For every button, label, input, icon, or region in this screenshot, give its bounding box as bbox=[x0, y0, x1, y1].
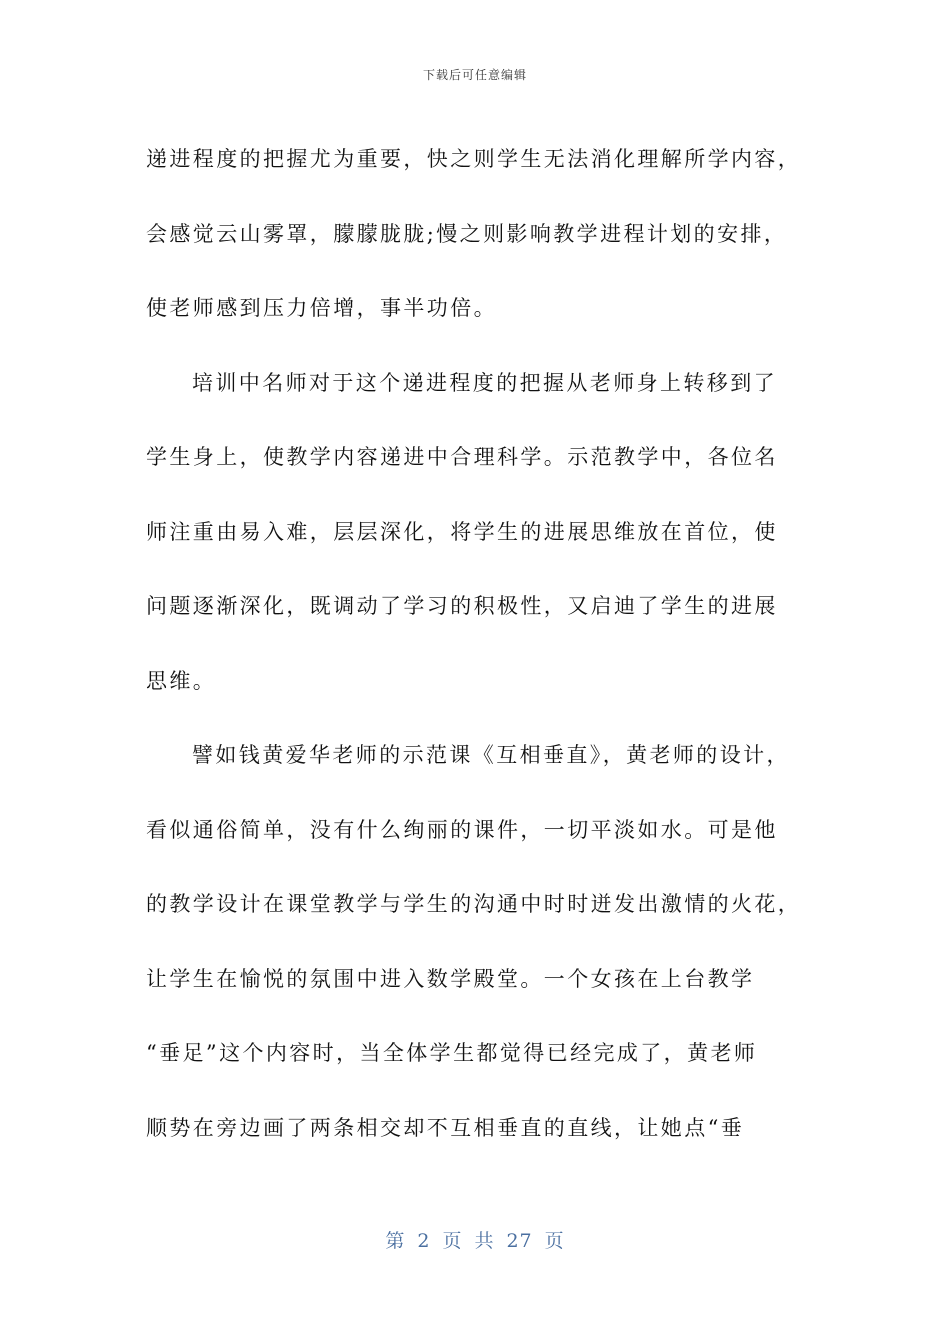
document-body bbox=[146, 122, 806, 1165]
text-line: 师注重由易入难，层层深化，将学生的进展思维放在首位，使 bbox=[146, 519, 778, 544]
text-line: 的教学设计在课堂教学与学生的沟通中时时迸发出激情的火花， bbox=[146, 892, 802, 916]
footer-page-number: 2 bbox=[417, 1230, 431, 1252]
text-line: 学生身上，使教学内容递进中合理科学。示范教学中，各位名 bbox=[146, 445, 778, 469]
text-line: 看似通俗简单，没有什么绚丽的课件，一切平淡如水。可是他 bbox=[146, 817, 778, 842]
paragraph-start-line: 譬如钱黄爱华老师的示范课《互相垂直》，黄老师的设计， bbox=[192, 743, 790, 767]
text-line: 会感觉云山雾罩，朦朦胧胧;慢之则影响教学进程计划的安排， bbox=[146, 221, 788, 246]
page-footer bbox=[0, 1226, 950, 1253]
footer-ye-2: 页 bbox=[544, 1230, 565, 1252]
footer-gong: 共 bbox=[474, 1230, 495, 1252]
text-line: 使老师感到压力倍增，事半功倍。 bbox=[146, 296, 497, 320]
text-line: 顺势在旁边画了两条相交却不互相垂直的直线，让她点“垂 bbox=[146, 1115, 745, 1140]
page-header-note: 下载后可任意编辑 bbox=[422, 68, 527, 82]
text-line: 让学生在愉悦的氛围中进入数学殿堂。一个女孩在上台教学 bbox=[146, 966, 755, 991]
text-line: 问题逐渐深化，既调动了学习的积极性，又启迪了学生的进展 bbox=[146, 594, 778, 618]
text-line: 思维。 bbox=[146, 668, 217, 693]
footer-di: 第 bbox=[385, 1230, 406, 1252]
footer-ye: 页 bbox=[442, 1230, 463, 1252]
text-line: 递进程度的把握尤为重要，快之则学生无法消化理解所学内容， bbox=[146, 147, 802, 171]
paragraph-start-line: 培训中名师对于这个递进程度的把握从老师身上转移到了 bbox=[192, 370, 777, 395]
footer-total-pages: 27 bbox=[506, 1230, 533, 1252]
text-line: “垂足”这个内容时，当全体学生都觉得已经完成了，黄老师 bbox=[146, 1041, 758, 1065]
